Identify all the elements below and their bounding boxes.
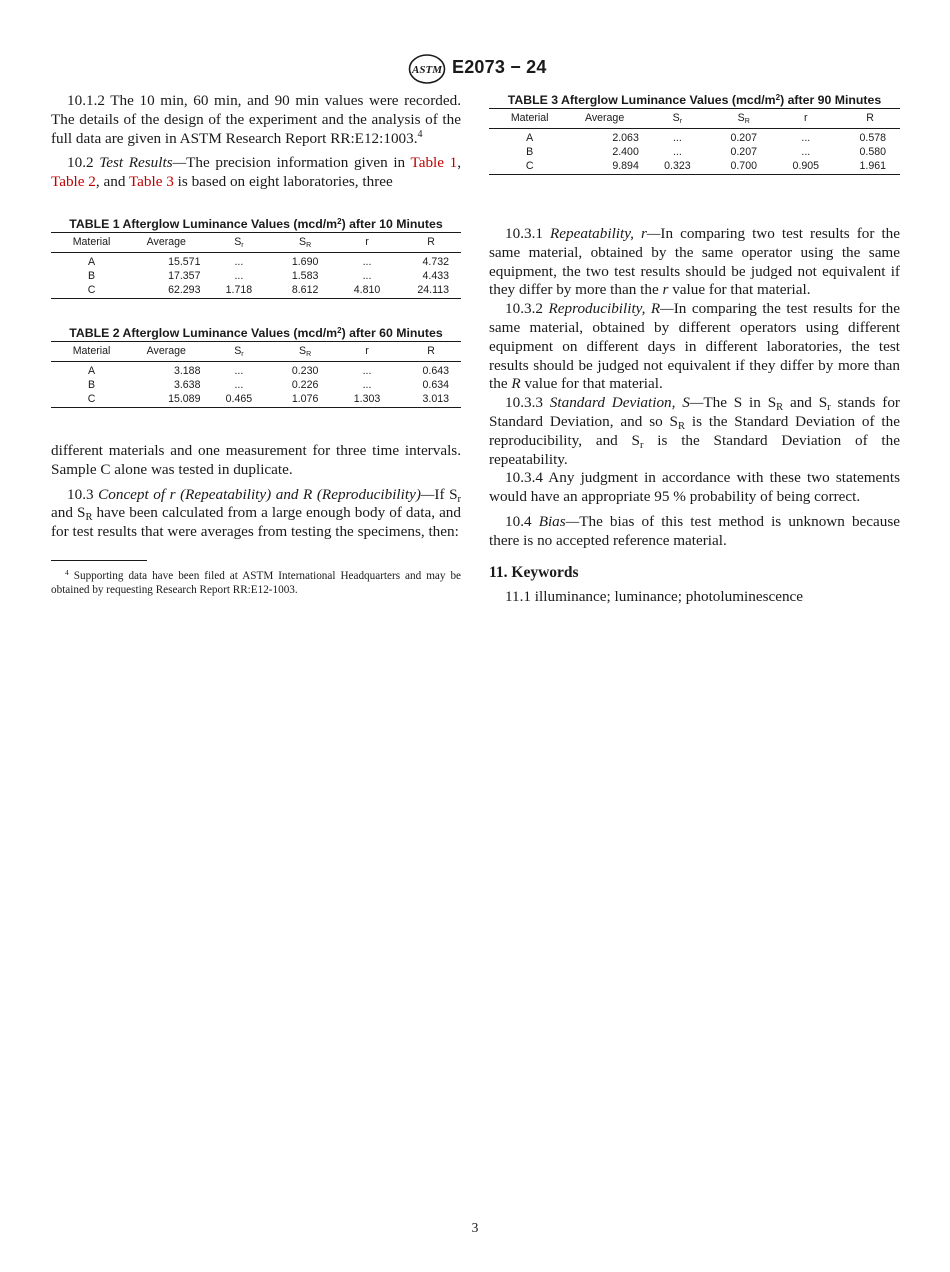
document-id: E2073 − 24 (452, 57, 547, 77)
paragraph-10-3-2: 10.3.2 Reproducibility, R—In comparing the test results for the same material, obtained by different operators using different equipment on different days in different laboratories, the test results should be judged not equivalent if they differ by more than the R value for that material. (489, 300, 900, 393)
paragraph-10-3: 10.3 Concept of r (Repeatability) and R (Reproducibility)—If $S_r$ and $S_R$ have been calculated from a large enough body of data, and for test results that were averages from testing the specimens, then: (51, 485, 462, 541)
table-3-title: TABLE 3 Afterglow Luminance Values $(mcd/m^2)$ after 90 Minutes (507, 93, 882, 107)
link-table-2[interactable]: Table 2 (51, 173, 96, 191)
table-1 (51, 216, 461, 299)
table-1-title: TABLE 1 Afterglow Luminance Values $(mcd/m^2)$ after 10 Minutes (69, 216, 443, 231)
link-table-3[interactable]: Table 3 (128, 173, 174, 191)
paragraph-10-1-2: 10.1.2 The 10 min, 60 min, and 90 min values were recorded. The details of the design of the experiment and the analysis of the full data are given in ASTM Research Report RR:E12:1003.$^4$ (51, 92, 461, 147)
table-row: B 17.357 ... 1.583 ... 4.433 (88, 269, 449, 282)
paragraph-10-4: 10.4 Bias—The bias of this test method is unknown because there is no accepted reference material. (489, 512, 901, 549)
table-row: A 15.571 ... 1.690 ... 4.732 (88, 255, 449, 268)
page-number: 3 (471, 1220, 479, 1235)
footnote-ref[interactable]: 4 (417, 128, 423, 140)
footnote-4: $^4$ Supporting data have been filed at ASTM International Headquarters and may be obtained by requesting Research Report RR:E12-1003. (51, 567, 462, 597)
page-header (0, 54, 950, 84)
link-table-1[interactable]: Table 1 (410, 154, 458, 172)
paragraph-10-3-1: 10.3.1 Repeatability, r—In comparing two test results for the same material, obtained by the same operator using the same equipment, the two test results should be judged not equivalent if they differ by more than the r value for that material. (489, 225, 901, 299)
table-row: B 3.638 ... 0.226 ... 0.634 (88, 378, 449, 391)
section-heading-keywords: 11. Keywords (489, 563, 579, 581)
table-2-grid: Material Average $S_r$ $S_R$ r R A 3.188 ... 0.230 ... 0.643 B 3.638 ... 0.226 ... 0.634 C 15.089 0.465 1.076 1.303 3.013 (51, 341, 461, 408)
table-row: C 9.894 0.323 0.700 0.905 1.961 (489, 159, 900, 175)
astm-logo-icon (408, 54, 446, 84)
table-row: C 62.293 1.718 8.612 4.810 24.113 (51, 283, 461, 299)
table-2 (51, 325, 461, 408)
table-3 (489, 92, 900, 175)
table-row: C 15.089 0.465 1.076 1.303 3.013 (51, 392, 461, 408)
left-column (51, 92, 461, 598)
paragraph-continuation: different materials and one measurement for three time intervals. Sample C alone was tested in duplicate. (51, 441, 461, 478)
table-2-title: TABLE 2 Afterglow Luminance Values $(mcd/m^2)$ after 60 Minutes (69, 325, 443, 340)
paragraph-10-2: 10.2 Test Results—The precision information given in Table 1, Table 2, and Table 3 is based on eight laboratories, three (51, 154, 462, 191)
footnote-divider (51, 560, 147, 561)
paragraph-10-3-3: 10.3.3 Standard Deviation, S—The S in $S_R$ and $S_r$ stands for Standard Deviation, and so $S_R$ is the Standard Deviation of the reproducibility, and $S_r$ is the Standard Deviation of the repeatability. (489, 394, 900, 468)
svg-text:ASTM: ASTM (412, 64, 442, 76)
paragraph-10-3-4: 10.3.4 Any judgment in accordance with these two statements would have an appropriate 95 % probability of being correct. (489, 469, 900, 506)
right-column (489, 92, 900, 607)
table-3-grid: Material Average $S_r$ $S_R$ r R A 2.063 ... 0.207 ... 0.578 B 2.400 ... 0.207 ... 0.580 C 9.894 0.323 0.700 0.905 1.961 (489, 108, 900, 175)
table-1-grid: Material Average $S_r$ $S_R$ r R A 15.571 ... 1.690 ... 4.732 B 17.357 ... 1.583 ... 4.433 C 62.293 1.718 8.612 4.810 24.113 (51, 232, 461, 299)
table-row: A 3.188 ... 0.230 ... 0.643 (88, 364, 449, 377)
table-row: A 2.063 ... 0.207 ... 0.578 (526, 132, 886, 144)
table-row: B 2.400 ... 0.207 ... 0.580 (526, 146, 886, 158)
paragraph-11-1: 11.1 illuminance; luminance; photoluminescence (505, 588, 804, 606)
